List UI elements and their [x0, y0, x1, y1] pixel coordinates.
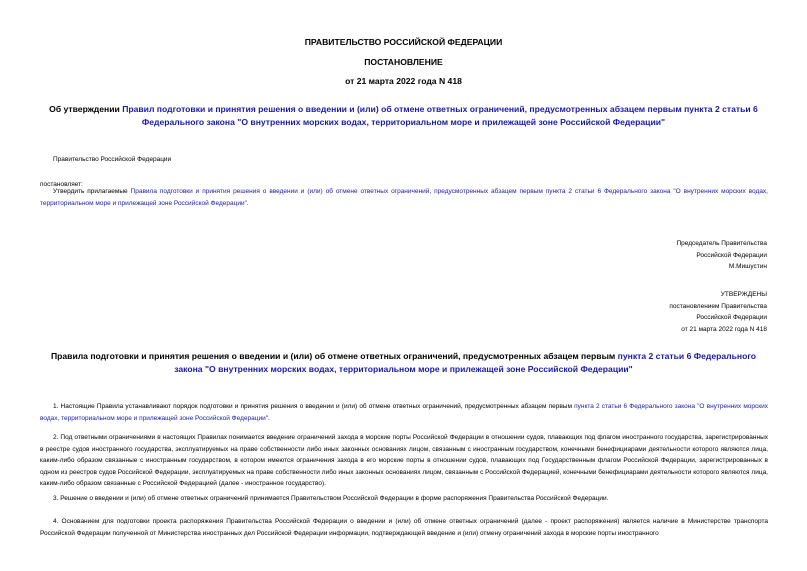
title-link[interactable]: Правил подготовки и принятия решения о введении и (или) об отмене ответных ограничений, предусмотренных абзацем первым пункта 2 статьи 6 Федерального закона "О внутренних морских водах, территориальном море и прилежащей зоне Российской Федерации": [122, 104, 758, 127]
title-prefix: Об утверждении: [49, 104, 123, 114]
approved-line-4: от 21 марта 2022 года N 418: [681, 325, 767, 333]
paragraph-4: 4. Основанием для подготовки проекта распоряжения Правительства Российской Федерации о введении и (или) об отмене ответных ограничений (далее - проект распоряжения) является наличие в Министерстве транспорта Российской Федерации полученной от Министерства иностранных дел Российской Федерации информации, подтверждающей введение и (или) отмену ограничений захода в морские порты иностранного: [40, 518, 768, 537]
approve-paragraph: [40, 186, 768, 209]
p1-prefix: 1. Настоящие Правила устанавливают порядок подготовки и принятия решения о введении и (или) об отмене ответных ограничений, предусмотренных абзацем первым: [53, 403, 575, 410]
signature-block: [676, 238, 767, 273]
resolves-line: постановляет:: [40, 181, 83, 188]
government-line: Правительство Российской Федерации: [53, 156, 172, 163]
approved-line-3: Российской Федерации: [696, 314, 767, 321]
rules-title-prefix: Правила подготовки и принятия решения о введении и (или) об отмене ответных ограничений, предусмотренных абзацем первым: [50, 351, 618, 361]
document-type: ПОСТАНОВЛЕНИЕ: [364, 57, 443, 67]
paragraph-3: 3. Решение о введении и (или) об отмене ответных ограничений принимается Правительством Российской Федерации в форме распоряжения Правительства Российской Федерации.: [53, 495, 609, 502]
approved-line-2: постановлением Правительства: [669, 302, 767, 310]
approve-link[interactable]: Правила подготовки и принятия решения о введении и (или) об отмене ответных ограничений, предусмотренных абзацем первым пункта 2 статьи 6 Федерального закона "О внутренних морских водах, территориальном море и прилежащей зоне Российской Федерации": [40, 188, 768, 207]
government-heading: ПРАВИТЕЛЬСТВО РОССИЙСКОЙ ФЕДЕРАЦИИ: [304, 37, 503, 47]
signature-line-3: М.Мишустин: [728, 263, 767, 270]
signature-line-2: Российской Федерации: [696, 251, 767, 259]
approve-suffix: .: [246, 199, 249, 207]
p1-suffix: .: [268, 414, 270, 422]
p1-link[interactable]: пункта 2 статьи 6 Федерального закона "О внутренних морских водах, территориальном море и прилежащей зоне Российской Федерации": [40, 403, 768, 422]
rules-title: [38, 350, 769, 375]
document-date: от 21 марта 2022 года N 418: [345, 76, 462, 86]
approved-line-1: УТВЕРЖДЕНЫ: [720, 291, 767, 298]
approve-prefix: Утвердить прилагаемые: [53, 188, 131, 195]
signature-line-1: Председатель Правительства: [676, 240, 767, 247]
document-title: [32, 103, 775, 128]
approved-block: [669, 289, 767, 335]
paragraph-1: [40, 401, 768, 424]
rules-title-link[interactable]: пункта 2 статьи 6 Федерального закона "О внутренних морских водах, территориальном море и прилежащей зоне Российской Федерации": [174, 351, 757, 374]
paragraph-2: 2. Под ответными ограничениями в настоящих Правилах понимается введение ограничений захода в морские порты Российской Федерации в отношении судов, плавающих под флагом иностранного государства, зарегистрированных в реестре судов иностранного государства, эксплуатируемых на праве собственности либо иных законных основаниях лицом, связанным с иностранным государством, конечными бенефициарами деятельности которого являются лица, каким-либо образом связанные с иностранным государством, в котором имеются ограничения захода в его морские порты в отношении судов, плавающих под Государственным флагом Российской Федерации, зарегистрированных в одном из реестров судов Российской Федерации, эксплуатируемых на праве собственности либо иных законных основаниях лицом, связанным с Российской Федерацией, конечными бенефициарами деятельности которого являются лица, каким-либо образом связанные с Российской Федерацией (далее - иностранное государство).: [40, 434, 768, 487]
